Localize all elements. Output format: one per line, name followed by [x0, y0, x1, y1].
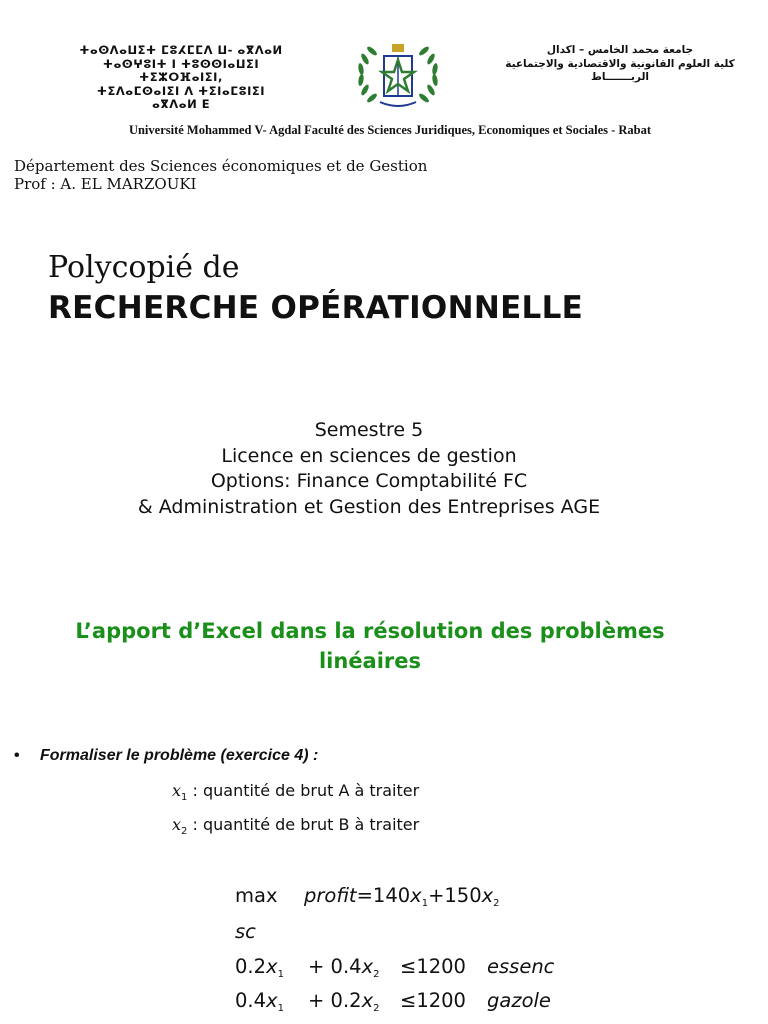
- page-title: RECHERCHE OPÉRATIONNELLE: [48, 290, 584, 326]
- constraint-term-1: [308, 955, 379, 979]
- semester-line: & Administration et Gestion des Entreprises AGE: [137, 495, 601, 518]
- variable-index: 2: [181, 826, 188, 837]
- constraint-lhs-2: [235, 989, 284, 1013]
- sc-label: sc: [235, 920, 256, 943]
- coef: 0.2: [235, 955, 267, 978]
- objective-index: 2: [493, 898, 500, 909]
- var: x: [266, 989, 278, 1012]
- semester-line: Licence en sciences de gestion: [221, 444, 517, 467]
- constraint-name-1: essenc: [487, 955, 555, 978]
- tifinagh-header: [22, 44, 340, 112]
- constraint-name-2: gazole: [487, 989, 551, 1012]
- title-prefix: Polycopié de: [48, 250, 240, 285]
- bullet-icon: •: [14, 747, 20, 764]
- laurel-left-icon: [357, 45, 378, 104]
- tifinagh-line: ⴰⴳⴷⴰⵍ E: [151, 97, 211, 111]
- objective-term: =140: [356, 884, 411, 907]
- semester-line: Options: Finance Comptabilité FC: [210, 470, 528, 492]
- variable-text: : quantité de brut B à traiter: [187, 815, 420, 834]
- university-line: Université Mohammed V- Agdal Faculté des Sciences Juridiques, Economiques et Sociales - Rabat: [128, 123, 652, 137]
- coef: + 0.2: [308, 989, 362, 1012]
- constraint-rhs-2: ≤1200: [400, 989, 466, 1012]
- coef: + 0.4: [308, 955, 362, 978]
- tifinagh-line: ⵜⵉⴷⴰⵎⵙⴰⵏⵉⵏ ⴷ ⵜⵉⵏⴰⵎⵓⵏⵉⵏ: [96, 83, 266, 98]
- objective-index: 1: [421, 898, 429, 909]
- department-name: Département des Sciences économiques et de Gestion: [14, 157, 428, 175]
- variable-symbol: x: [172, 781, 182, 800]
- laurel-right-icon: [418, 45, 439, 104]
- arabic-line: الربـــــــاط: [591, 71, 649, 83]
- max-label: max: [235, 884, 278, 907]
- tifinagh-line: ⵜⴰⵙⵖⵓⵏⵜ ⵏ ⵜⵓⵙⵙⵏⴰⵡⵉⵏ: [102, 56, 260, 71]
- university-emblem: [352, 40, 444, 112]
- var: x: [361, 955, 374, 978]
- variable-text: : quantité de brut A à traiter: [187, 781, 420, 800]
- objective-function: [304, 884, 500, 908]
- professor-name: Prof : A. EL MARZOUKI: [14, 174, 197, 193]
- bullet-text: Formaliser le problème (exercice 4) :: [40, 747, 319, 764]
- index: 2: [373, 1003, 380, 1014]
- objective-var: x: [481, 884, 494, 907]
- tifinagh-line: ⵜⴰⵙⴷⴰⵡⵉⵜ ⵎⵓⵃⵎⵎⴷ ⵡ- ⴰⴳⴷⴰⵍ: [79, 43, 283, 57]
- crown-icon: [392, 44, 404, 52]
- coef: 0.4: [235, 989, 267, 1012]
- variable-index: 1: [181, 792, 188, 803]
- index: 1: [277, 1003, 284, 1014]
- index: 2: [373, 969, 380, 980]
- var: x: [266, 955, 278, 978]
- var: x: [361, 989, 374, 1012]
- arabic-header: [470, 44, 768, 85]
- semester-line: Semestre 5: [314, 419, 424, 441]
- variable-definition: [172, 781, 419, 801]
- objective-name: profit: [304, 884, 357, 907]
- tifinagh-line: ⵜⵉⵣⵔⴼⴰⵏⵉⵏ,: [139, 70, 223, 84]
- department-info: [14, 158, 427, 193]
- semester-block: [0, 418, 738, 520]
- variable-symbol: x: [172, 815, 182, 834]
- section-title: L’apport d’Excel dans la résolution des problèmes linéaires: [75, 619, 665, 673]
- arabic-line: كلية العلوم القانونية والاقتصادية والاجتماعية: [505, 57, 735, 70]
- index: 1: [277, 969, 284, 980]
- constraint-term-2: [308, 989, 379, 1013]
- bullet-item: [14, 746, 318, 766]
- objective-term: +150: [428, 884, 482, 907]
- arabic-line: جامعة محمد الخامس – اكدال: [546, 44, 694, 56]
- objective-var: x: [410, 884, 422, 907]
- variable-definition: [172, 815, 419, 835]
- constraint-lhs-1: [235, 955, 284, 979]
- constraint-rhs-1: ≤1200: [400, 955, 466, 978]
